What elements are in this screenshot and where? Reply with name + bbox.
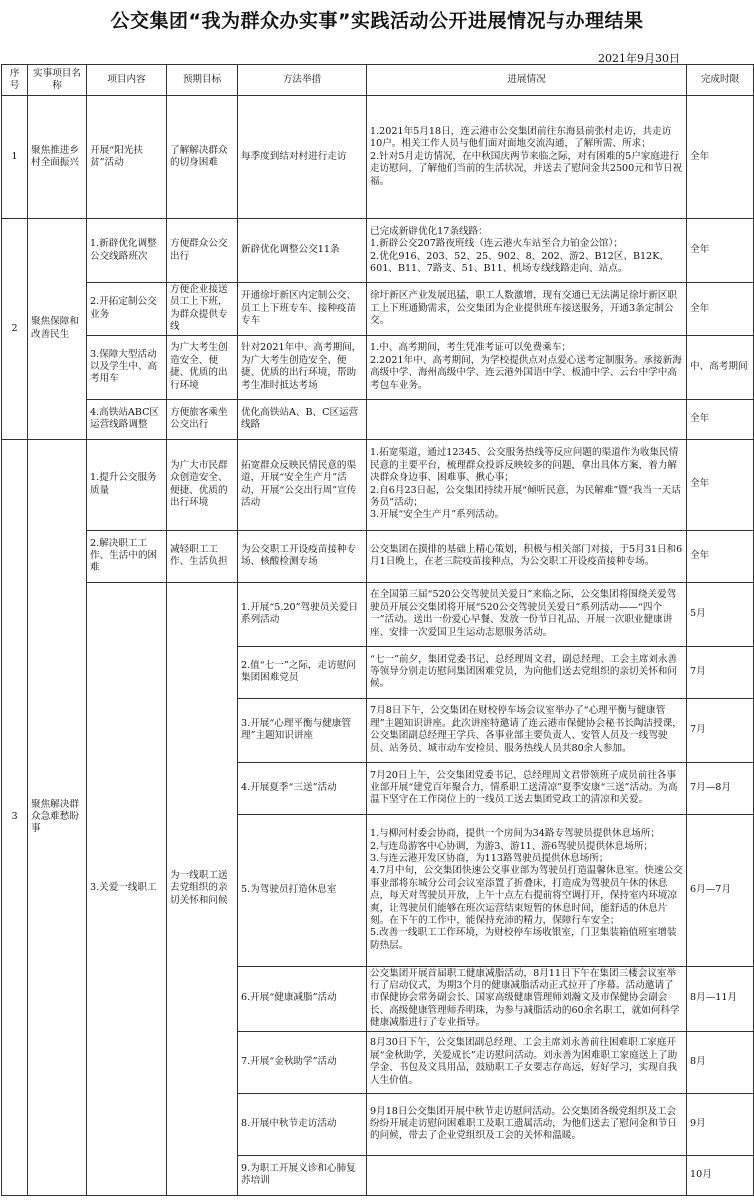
cell-progress: 9月18日公交集团开展中秋节走访慰问活动。公交集团各级党组织及工会纷纷开展走访慰问困难职工及职工遗属活动，为他们送去了慰问金和节日的问候，带去了企业党组织及工会的关怀和温暖。 xyxy=(367,1093,687,1155)
cell-goal: 减轻职工工作、生活负担 xyxy=(167,530,238,582)
cell-method: 2.值“七一”之际，走访慰问集团困难党员 xyxy=(238,646,367,698)
cell-project: 聚焦解决群众急难愁盼事 xyxy=(28,439,87,1195)
header-method: 方法举措 xyxy=(238,65,367,96)
cell-progress: 1.拓宽渠道，通过12345、公交服务热线等反应问题的渠道作为收集民情民意的主要平台，梳理群众投诉反映较多的问题，拿出具体方案，着力解决群众身边事、困难事、揪心事； 2.自6月23日起，公交集团持续开展“倾听民意，为民解难”暨“我当一天话务员”活动； 3.开展“安全生产月”系列活动。 xyxy=(367,439,687,530)
cell-content: 1.提升公交服务质量 xyxy=(87,439,167,530)
cell-method: 7.开展“金秋助学”活动 xyxy=(238,1031,367,1093)
cell-deadline: 10月 xyxy=(687,1155,754,1195)
cell-method: 为公交职工开设疫苗接种专场、核酸检测专场 xyxy=(238,530,367,582)
header-deadline: 完成时限 xyxy=(687,65,754,96)
cell-deadline: 6月—7月 xyxy=(687,814,754,966)
cell-deadline: 9月 xyxy=(687,1093,754,1155)
cell-method: 新辟优化调整公交11条 xyxy=(238,219,367,283)
cell-method: 拓宽群众反映民情民意的渠道，开展“安全生产月”活动，开展“公交出行周”宣传活动 xyxy=(238,439,367,530)
cell-progress: 1.与柳河村委会协商，提供一个房间为34路专驾驶员提供休息场所； 2.与连岛游客中心协调，为游3、游11、游6驾驶员提供休息场所； 3.与连云港开发区协商，为113路驾驶员提供休息场所； 4.7月中旬，公交集团快速公交事业部为驾驶员打造温馨休息室。快速公交事业部将东城分公司会议室添置了折叠床，打造成为驾驶员午休的休息点，每天对驾驶员开放，上午十点左右提前将空调打开，保持室内环境凉爽，让驾驶员们能够在班次运营结束短暂的休息时间，能舒适的休息片刻。在下午的工作中，能保持充沛的精力，保障行车安全； 5.改善一线职工工作环境，为财校停车场收银室，门卫集装箱值班室增装防热层。 xyxy=(367,814,687,966)
cell-method: 3.开展“心理平衡与健康管理”主题知识讲座 xyxy=(238,698,367,762)
progress-table xyxy=(1,64,754,1196)
cell-deadline: 5月 xyxy=(687,582,754,646)
cell-progress xyxy=(367,399,687,439)
table-row xyxy=(2,219,754,283)
cell-content: 开展“阳光扶贫”活动 xyxy=(87,96,167,219)
cell-deadline: 7月—8月 xyxy=(687,762,754,814)
cell-deadline: 7月 xyxy=(687,698,754,762)
report-date: 2021年9月30日 xyxy=(598,52,680,65)
cell-goal: 方便群众公交出行 xyxy=(167,219,238,283)
cell-progress xyxy=(367,1155,687,1195)
cell-method: 5.为驾驶员打造休息室 xyxy=(238,814,367,966)
cell-progress: 7月8日下午，公交集团在财校停车场会议室举办了“心理平衡与健康管理”主题知识讲座。此次讲座特邀请了连云港市保健协会秘书长陶洁授课，公交集团副总经理王学兵、各事业部主要负责人、安管人员及一线驾驶员、站务员、城市动车安检员、服务热线人员共80余人参加。 xyxy=(367,698,687,762)
cell-deadline: 7月 xyxy=(687,646,754,698)
cell-method: 1.开展“5.20”驾驶员关爱日系列活动 xyxy=(238,582,367,646)
header-seq: 序号 xyxy=(2,65,28,96)
cell-progress: 1.中、高考期间，考生凭准考证可以免费乘车； 2.2021年中、高考期间，为学校提供点对点爱心送考定制服务。承接新海高级中学、海州高级中学、连云港外国语中学、板浦中学、云台中学中高考包车业务。 xyxy=(367,335,687,399)
cell-method: 9.为职工开展义诊和心肺复苏培训 xyxy=(238,1155,367,1195)
cell-progress: “七一”前夕，集团党委书记、总经理周文君，副总经理、工会主席刘永善等领导分别走访慰问集团困难党员，为向他们送去党组织的亲切关怀和问候。 xyxy=(367,646,687,698)
cell-goal: 了解解决群众的切身困难 xyxy=(167,96,238,219)
table-row xyxy=(2,582,754,646)
cell-seq: 1 xyxy=(2,96,28,219)
header-content: 项目内容 xyxy=(87,65,167,96)
cell-deadline: 8月—11月 xyxy=(687,966,754,1031)
cell-method: 6.开展“健康减脂”活动 xyxy=(238,966,367,1031)
cell-seq: 3 xyxy=(2,439,28,1195)
header-goal: 预期目标 xyxy=(167,65,238,96)
table-row xyxy=(2,399,754,439)
cell-deadline: 全年 xyxy=(687,96,754,219)
cell-method: 针对2021年中、高考期间，为广大考生创造安全、便捷、优质的出行环境，帮助考生准时抵达考场 xyxy=(238,335,367,399)
cell-project: 聚焦推进乡村全面振兴 xyxy=(28,96,87,219)
cell-deadline: 8月 xyxy=(687,1031,754,1093)
cell-deadline: 全年 xyxy=(687,530,754,582)
cell-goal: 为一线职工送去党组织的亲切关怀和问候 xyxy=(167,582,238,1195)
page-title: 公交集团“我为群众办实事”实践活动公开进展情况与办理结果 xyxy=(110,10,644,32)
cell-progress: 7月20日上午，公交集团党委书记、总经理周文君带领班子成员前往各事业部开展“建党百年聚合力，情系职工送清凉”夏季安康“三送”活动。为高温下坚守在工作岗位上的一线员工送去集团党政工的清凉和关爱。 xyxy=(367,762,687,814)
cell-method: 8.开展中秋节走访活动 xyxy=(238,1093,367,1155)
cell-deadline: 全年 xyxy=(687,283,754,336)
cell-deadline: 全年 xyxy=(687,219,754,283)
cell-content: 2.解决职工工作、生活中的困难 xyxy=(87,530,167,582)
cell-goal: 为广大考生创造安全、便捷、优质的出行环境 xyxy=(167,335,238,399)
cell-deadline: 全年 xyxy=(687,399,754,439)
header-progress: 进展情况 xyxy=(367,65,687,96)
cell-content: 2.开拓定制公交业务 xyxy=(87,283,167,336)
cell-content: 3.保障大型活动以及学生中、高考用车 xyxy=(87,335,167,399)
header-project: 实事项目名称 xyxy=(28,65,87,96)
cell-deadline: 全年 xyxy=(687,439,754,530)
cell-progress: 8月30日下午，公交集团副总经理、工会主席刘永善前往困难职工家庭开展“金秋助学，关爱成长”走访慰问活动。刘永善为困难职工家庭送上了助学金、书包及文具用品，鼓励职工子女要志存高远，好好学习，实现自我人生价值。 xyxy=(367,1031,687,1093)
table-row xyxy=(2,335,754,399)
cell-content: 4.高铁站ABC区运营线路调整 xyxy=(87,399,167,439)
table-row xyxy=(2,439,754,530)
table-row xyxy=(2,96,754,219)
cell-method: 开通徐圩新区内定制公交、员工上下班专车、接种疫苗专车 xyxy=(238,283,367,336)
cell-seq: 2 xyxy=(2,219,28,440)
cell-method: 每季度到结对村进行走访 xyxy=(238,96,367,219)
table-row xyxy=(2,530,754,582)
cell-project: 聚焦保障和改善民生 xyxy=(28,219,87,440)
cell-progress: 公交集团在摸排的基础上精心策划，积极与相关部门对接，于5月31日和6月1日晚上，在老三院疫苗接种点，为公交职工开设疫苗接种专场。 xyxy=(367,530,687,582)
cell-progress: 公交集团开展首届职工健康减脂活动，8月11日下午在集团三楼会议室举行了启动仪式，为期3个月的健康减脂活动正式拉开了序幕。活动邀请了市保健协会常务副会长、国家高级健康管理师刘瀚文及市保健协会副会长、高级健康管理师乔明珠，为参与减脂活动的60余名职工，就如何科学健康减脂进行了专业指导。 xyxy=(367,966,687,1031)
cell-goal: 方便企业接送员工上下班，为群众提供专线 xyxy=(167,283,238,336)
cell-progress: 在全国第三届“520公交驾驶员关爱日”来临之际，公交集团将围绕关爱驾驶员开展公交集团将开展“520公交驾驶员关爱日”系列活动——“四个一”活动。送出一份爱心早餐、发放一份节日礼品、开展一次职业健康讲座、安排一次爱国卫生运动志愿服务活动。 xyxy=(367,582,687,646)
cell-method: 优化高铁站A、B、C区运营线路 xyxy=(238,399,367,439)
cell-deadline: 中、高考期间 xyxy=(687,335,754,399)
cell-progress: 1.2021年5月18日，连云港市公交集团前往东海县前张村走访，共走访10户。相关工作人员与他们面对面地交流沟通，了解所需、所求； 2.针对5月走访情况，在中秋国庆两节来临之际，对有困难的5户家庭进行走访慰问，了解他们当前的生活状况，并送去了慰问金共2500元和节日祝福。 xyxy=(367,96,687,219)
cell-content: 3.关爱一线职工 xyxy=(87,582,167,1195)
table-header-row xyxy=(2,65,754,96)
cell-progress: 已完成新辟优化17条线路： 1.新辟公交207路夜班线（连云港火车站至合力铂金公馆）； 2.优化916、203、52、25、902、8、202、游2、B12区、B12K、601、B11、7路支、51、B11、机场专线线路走向、站点。 xyxy=(367,219,687,283)
cell-method: 4.开展夏季“三送”活动 xyxy=(238,762,367,814)
table-row xyxy=(2,283,754,336)
cell-goal: 为广大市民群众创造安全、便捷、优质的出行环境 xyxy=(167,439,238,530)
cell-goal: 方便旅客乘坐公交出行 xyxy=(167,399,238,439)
cell-progress: 徐圩新区产业发展迅猛，职工人数激增，现有交通已无法满足徐圩新区职工上下班通勤需求，公交集团为企业提供班车接送服务，开通3条定制公交。 xyxy=(367,283,687,336)
cell-content: 1.新辟优化调整公交线路班次 xyxy=(87,219,167,283)
